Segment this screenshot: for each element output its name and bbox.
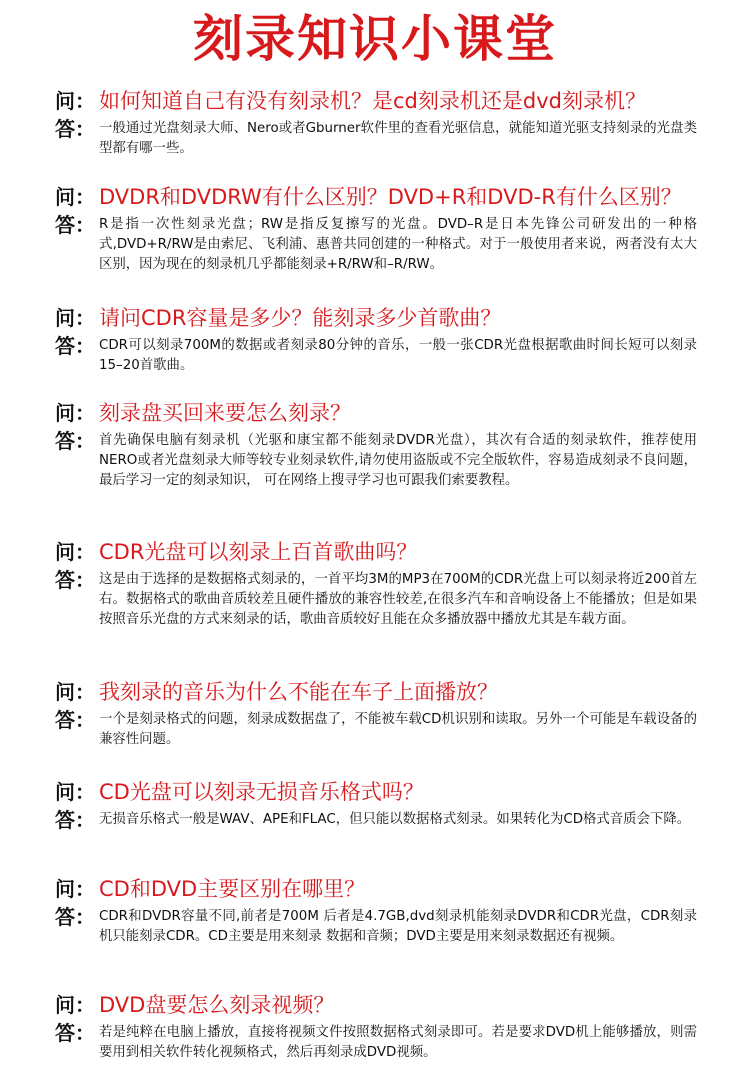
answer-row (55, 430, 745, 491)
question-label: 问： (55, 540, 95, 564)
faq-item-3 (55, 303, 745, 376)
answer-row (55, 709, 745, 750)
question-text: DVDR和DVDRW有什么区别？DVD+R和DVD-R有什么区别？ (99, 185, 682, 209)
faq-item-2 (55, 182, 745, 275)
question-label: 问： (55, 185, 95, 209)
answer-text: CDR和DVDR容量不同,前者是700M 后者是4.7GB,dvd刻录机能刻录DVDR和CDR光盘，CDR刻录机只能刻录CDR。CD主要是用来刻录 数据和音频；DVD主要是用来刻录数据还有视频。 (99, 909, 697, 944)
question-label: 问： (55, 993, 95, 1017)
answer-label: 答： (55, 213, 95, 237)
question-text: 刻录盘买回来要怎么刻录？ (99, 401, 351, 425)
question-label: 问： (55, 401, 95, 425)
question-row (55, 990, 745, 1020)
answer-row (55, 1022, 745, 1063)
answer-label: 答： (55, 808, 95, 832)
faq-item-8 (55, 874, 745, 947)
answer-row (55, 809, 745, 831)
answer-text: R是指一次性刻录光盘；RW是指反复擦写的光盘。DVD–R是日本先锋公司研发出的一种格式,DVD+R/RW是由索尼、飞利浦、惠普共同创建的一种格式。对于一般使用者来说，两者没有太大区别，因为现在的刻录机几乎都能刻录+R/RW和–R/RW。 (99, 217, 697, 272)
question-text: CD光盘可以刻录无损音乐格式吗？ (99, 780, 424, 804)
question-label: 问： (55, 780, 95, 804)
page-title: 刻录知识小课堂 (193, 10, 557, 68)
answer-text: 一般通过光盘刻录大师、Nero或者Gburner软件里的查看光驱信息，就能知道光驱支持刻录的光盘类型都有哪一些。 (99, 121, 697, 156)
faq-item-4 (55, 398, 745, 491)
question-row (55, 182, 745, 212)
answer-text: 首先确保电脑有刻录机（光驱和康宝都不能刻录DVDR光盘），其次有合适的刻录软件，推荐使用NERO或者光盘刻录大师等较专业刻录软件,请勿使用盗版或不完全版软件，容易造成刻录不良问题，最后学习一定的刻录知识， 可在网络上搜寻学习也可跟我们索要教程。 (99, 433, 697, 488)
answer-text: CDR可以刻录700M的数据或者刻录80分钟的音乐，一般一张CDR光盘根据歌曲时间长短可以刻录15–20首歌曲。 (99, 338, 697, 373)
answer-label: 答： (55, 708, 95, 732)
question-row (55, 874, 745, 904)
answer-label: 答： (55, 334, 95, 358)
answer-row (55, 118, 745, 159)
question-text: 我刻录的音乐为什么不能在车子上面播放？ (99, 680, 498, 704)
answer-row (55, 906, 745, 947)
answer-text: 一个是刻录格式的问题，刻录成数据盘了，不能被车载CD机识别和读取。另外一个可能是车载设备的兼容性问题。 (99, 712, 697, 747)
answer-text: 无损音乐格式一般是WAV、APE和FLAC，但只能以数据格式刻录。如果转化为CD格式音质会下降。 (99, 812, 691, 827)
question-label: 问： (55, 306, 95, 330)
question-text: 请问CDR容量是多少？能刻录多少首歌曲？ (99, 306, 502, 330)
faq-item-6 (55, 677, 745, 750)
answer-label: 答： (55, 429, 95, 453)
faq-item-1 (55, 86, 745, 159)
question-row (55, 303, 745, 333)
question-row (55, 777, 745, 807)
question-row (55, 86, 745, 116)
answer-label: 答： (55, 117, 95, 141)
faq-item-7 (55, 777, 745, 831)
faq-item-5 (55, 537, 745, 630)
question-text: 如何知道自己有没有刻录机？是cd刻录机还是dvd刻录机？ (99, 89, 646, 113)
question-row (55, 537, 745, 567)
question-text: CDR光盘可以刻录上百首歌曲吗？ (99, 540, 418, 564)
answer-label: 答： (55, 905, 95, 929)
answer-label: 答： (55, 1021, 95, 1045)
question-row (55, 677, 745, 707)
question-text: CD和DVD主要区别在哪里？ (99, 877, 366, 901)
answer-text: 若是纯粹在电脑上播放，直接将视频文件按照数据格式刻录即可。若是要求DVD机上能够播放，则需要用到相关软件转化视频格式，然后再刻录成DVD视频。 (99, 1025, 697, 1060)
question-label: 问： (55, 680, 95, 704)
question-text: DVD盘要怎么刻录视频？ (99, 993, 335, 1017)
question-label: 问： (55, 877, 95, 901)
answer-row (55, 569, 745, 630)
question-label: 问： (55, 89, 95, 113)
answer-row (55, 214, 745, 275)
answer-row (55, 335, 745, 376)
answer-label: 答： (55, 568, 95, 592)
faq-item-9 (55, 990, 745, 1063)
question-row (55, 398, 745, 428)
answer-text: 这是由于选择的是数据格式刻录的，一首平均3M的MP3在700M的CDR光盘上可以刻录将近200首左右。数据格式的歌曲音质较差且硬件播放的兼容性较差,在很多汽车和音响设备上不能播放；但是如果按照音乐光盘的方式来刻录的话，歌曲音质较好且能在众多播放器中播放尤其是车载方面。 (99, 572, 697, 627)
